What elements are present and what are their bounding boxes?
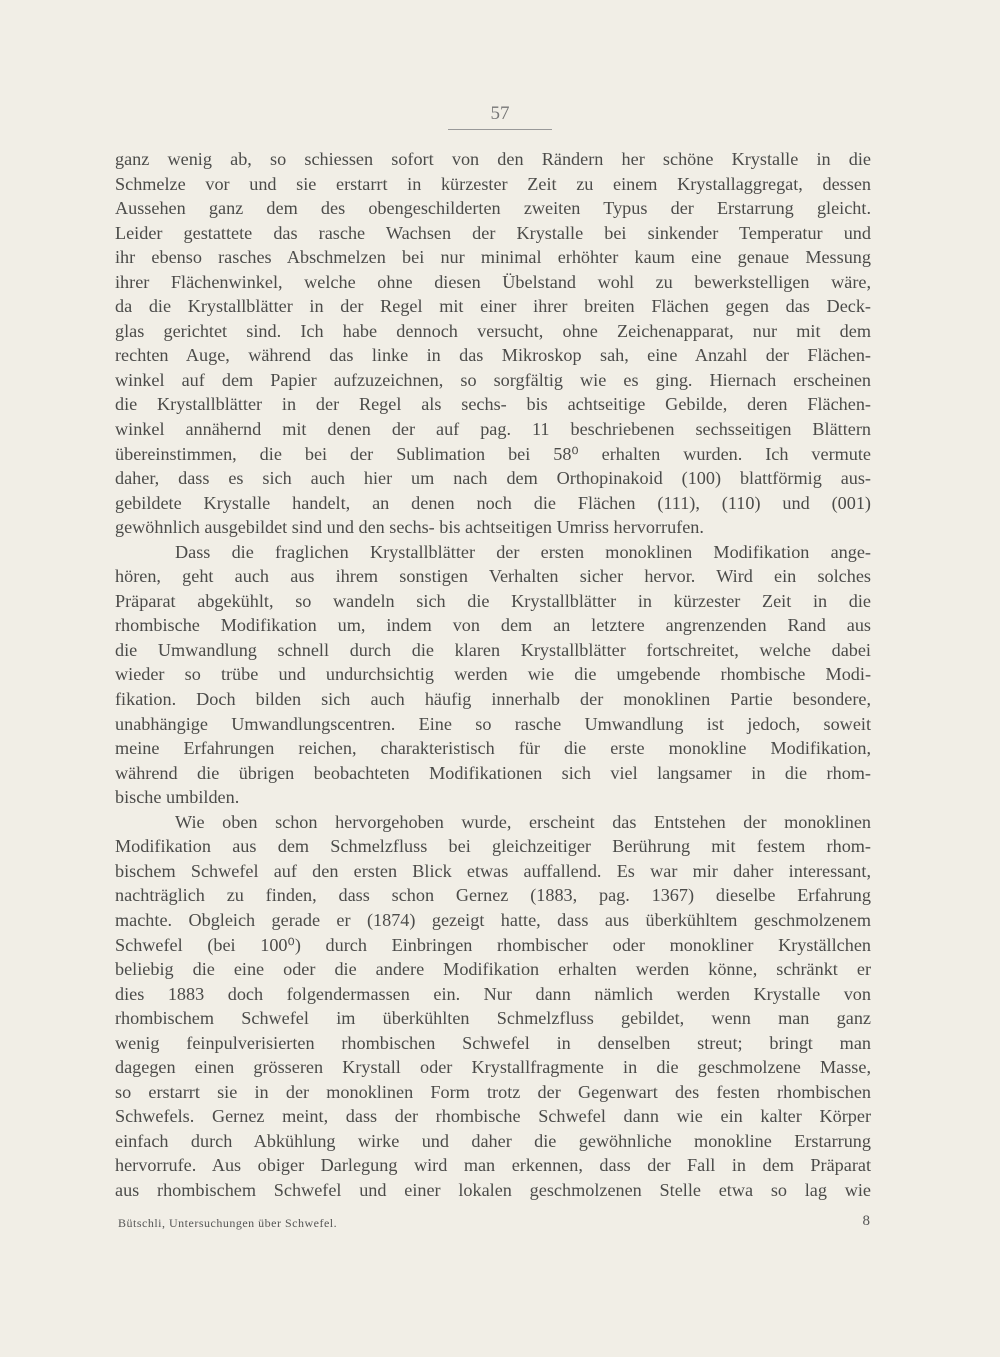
text-line: ihr ebenso rasches Abschmelzen bei nur minimal erhöhter kaum eine genaue Messung (115, 247, 871, 268)
text-line: wenig feinpulverisierten rhombischen Schwefel in denselben streut; bringt man (115, 1032, 871, 1053)
text-line: daher, dass es sich auch hier um nach dem Orthopinakoid (100) blattförmig aus- (115, 468, 871, 489)
text-line: Schmelze vor und sie erstarrt in kürzester Zeit zu einem Krystallaggregat, dessen (115, 173, 871, 194)
text-line: einfach durch Abkühlung wirke und daher die gewöhnliche monokline Erstarrung (115, 1130, 871, 1151)
text-line: winkel auf dem Papier aufzuzeichnen, so sorgfältig wie es ging. Hiernach erscheinen (115, 369, 871, 390)
text-line: Aussehen ganz dem des obengeschilderten zweiten Typus der Erstarrung gleicht. (115, 198, 871, 219)
text-line: übereinstimmen, die bei der Sublimation bei 58⁰ erhalten wurden. Ich vermute (115, 443, 871, 464)
text-line: meine Erfahrungen reichen, charakteristisch für die erste monokline Modifikation, (115, 738, 871, 759)
text-line: dies 1883 doch folgendermassen ein. Nur dann nämlich werden Krystalle von (115, 983, 871, 1004)
text-line: beliebig die eine oder die andere Modifikation erhalten werden könne, schränkt er (115, 959, 871, 980)
text-line: glas gerichtet sind. Ich habe dennoch versucht, ohne Zeichenapparat, nur mit dem (115, 320, 871, 341)
text-line: während die übrigen beobachteten Modifikationen sich viel langsamer in die rhom- (115, 762, 871, 783)
text-line: wieder so trübe und undurchsichtig werden wie die umgebende rhombische Modi- (115, 664, 871, 685)
text-line: rhombische Modifikation um, indem von dem an letztere angrenzenden Rand aus (115, 615, 871, 636)
text-line: dagegen einen grösseren Krystall oder Krystallfragmente in die geschmolzene Masse, (115, 1057, 871, 1078)
text-line: machte. Obgleich gerade er (1874) gezeigt hatte, dass aus überkühltem geschmolzenem (115, 909, 871, 930)
text-line: winkel annähernd mit denen der auf pag. 11 beschriebenen sechsseitigen Blättern (115, 419, 871, 440)
text-line: unabhängige Umwandlungscentren. Eine so rasche Umwandlung ist jedoch, soweit (115, 713, 871, 734)
text-line: rechten Auge, während das linke in das Mikroskop sah, eine Anzahl der Flächen- (115, 345, 871, 366)
text-line: fikation. Doch bilden sich auch häufig innerhalb der monoklinen Partie besondere, (115, 689, 871, 710)
text-line: bische umbilden. (115, 787, 240, 808)
text-line: aus rhombischem Schwefel und einer lokalen geschmolzenen Stelle etwa so lag wie (115, 1179, 871, 1200)
footer-citation: Bütschli, Untersuchungen über Schwefel. (118, 1216, 338, 1230)
text-line: Wie oben schon hervorgehoben wurde, erscheint das Entstehen der monoklinen (175, 811, 871, 832)
header-rule (448, 129, 552, 130)
text-line: ganz wenig ab, so schiessen sofort von den Rändern her schöne Krystalle in die (115, 149, 871, 169)
text-line: so erstarrt sie in der monoklinen Form trotz der Gegenwart des festen rhombischen (115, 1081, 871, 1102)
text-line: Dass die fraglichen Krystallblätter der ersten monoklinen Modifikation ange- (175, 541, 871, 562)
text-line: gebildete Krystalle handelt, an denen noch die Flächen (111), (110) und (001) (115, 492, 871, 513)
text-line: hervorrufe. Aus obiger Darlegung wird man erkennen, dass der Fall in dem Präparat (115, 1155, 871, 1176)
text-line: da die Krystallblätter in der Regel mit einer ihrer breiten Flächen gegen das Deck- (115, 296, 871, 317)
text-line: die Krystallblätter in der Regel als sechs- bis achtseitige Gebilde, deren Flächen- (115, 394, 871, 415)
text-line: Modifikation aus dem Schmelzfluss bei gleichzeitiger Berührung mit festem rhom- (115, 836, 871, 857)
text-line: Schwefels. Gernez meint, dass der rhombische Schwefel dann wie ein kalter Körper (115, 1106, 871, 1127)
text-line: ihrer Flächenwinkel, welche ohne diesen Übelstand wohl zu bewerkstelligen wäre, (115, 271, 871, 292)
text-line: bischem Schwefel auf den ersten Blick etwas auffallend. Es war mir daher interessant, (115, 860, 871, 881)
text-line: die Umwandlung schnell durch die klaren Krystallblätter fortschreitet, welche dabei (115, 639, 871, 660)
text-line: Präparat abgekühlt, so wandeln sich die Krystallblätter in kürzester Zeit in die (115, 590, 871, 611)
text-line: nachträglich zu finden, dass schon Gernez (1883, pag. 1367) dieselbe Erfahrung (115, 885, 871, 906)
text-line: Schwefel (bei 100⁰) durch Einbringen rhombischer oder monokliner Kryställchen (115, 934, 871, 955)
body-text (115, 147, 871, 1203)
text-line: rhombischem Schwefel im überkühlten Schmelzfluss gebildet, wenn man ganz (115, 1008, 871, 1029)
signature-mark: 8 (862, 1213, 870, 1229)
page-number: 57 (490, 103, 510, 124)
text-line: gewöhnlich ausgebildet sind und den sechs- bis achtseitigen Umriss hervorrufen. (115, 517, 704, 538)
text-line: hören, geht auch aus ihrem sonstigen Verhalten sicher hervor. Wird ein solches (115, 566, 871, 587)
text-line: Leider gestattete das rasche Wachsen der Krystalle bei sinkender Temperatur und (115, 222, 871, 243)
